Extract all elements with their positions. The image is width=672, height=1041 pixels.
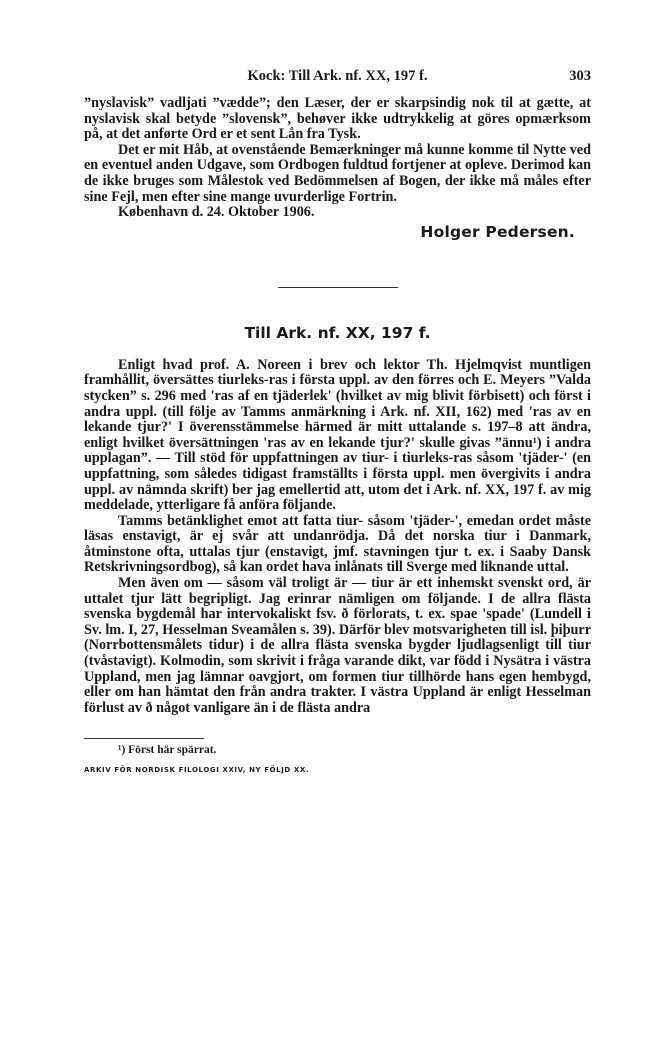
footnote: ¹) Först här spärrat. <box>118 744 217 757</box>
running-head <box>84 68 591 90</box>
section-divider <box>278 287 398 288</box>
running-head-title: Kock: Till Ark. nf. XX, 197 f. <box>247 68 428 84</box>
dateline: København d. 24. Oktober 1906. <box>118 204 315 221</box>
previous-article-paragraph: Det er mit Håb, at ovenstående Bemærkninger må kunne komme til Nytte ved en eventuel anden Udgave, som Ordbogen fuldtud fortjener at opleve. Derimod kan de ikke bruges som Målestok ved Bedömmelsen af Bogen, der ikke må måles efter sine Fejl, men efter sine mange uvurderlige Fortrin. <box>84 141 591 205</box>
journal-imprint: ARKIV FÖR NORDISK FILOLOGI XXIV, NY FÖLJD XX. <box>84 766 310 775</box>
journal-page <box>84 68 591 774</box>
previous-article-paragraph: ”nyslavisk” vadljati ”vædde”; den Læser, der er skarpsindig nok til at gætte, at nyslavisk skal betyde ”slovensk”, behøver ikke udtrykkelig at göres opmærksom på, at det anførte Ord er et sent Lån fra Tysk. <box>84 95 591 143</box>
article-paragraph: Enligt hvad prof. A. Noreen i brev och lektor Th. Hjelmqvist muntligen framhållit, översättes tiurleks-ras i första uppl. av den förres och E. Meyers ”Valda stycken” s. 296 med 'ras af en tjäderlek' (hvilket av mig blivit förbisett) och först i andra uppl. (till följe av Tamms anmärkning i Ark. nf. XII, 162) med 'ras av en lekande tjur?' I överensstämmelse härmed är mitt uttalande s. 197–8 att ändra, enligt hvilket översättningen 'ras av en lekande tjur?' skulle givas ”ännu¹) i andra upplagan”. — Till stöd för uppfattningen av tiur- i tiurleks-ras såsom 'tjäder-' (en uppfattning, som således tidigast framställts i första uppl. men övergivits i andra uppl. av nämnda skrift) ber jag emellertid att, utom det i Ark. nf. XX, 197 f. av mig meddelade, ytterligare få anföra följande. <box>84 356 591 514</box>
article-title: Till Ark. nf. XX, 197 f. <box>244 323 431 342</box>
article-paragraph: Men även om — såsom väl troligt är — tiur är ett inhemskt svenskt ord, är uttalet tjur lätt begripligt. Jag erinrar nämligen om följande. I de allra flästa svenska bygdemål har intervokaliskt fsv. ð förlorats, t. ex. spae 'spade' (Lundell i Sv. lm. I, 27, Hesselman Sveamålen s. 39). Därför blev motsvarigheten till isl. þiþurr (Norrbottensmålets tidur) i de allra flästa svenska bygder ljudlagsenligt till tiur (tvåstavigt). Kolmodin, som skrivit i fråga varande dikt, var född i Nysätra i västra Uppland, men jag lämnar oavgjort, om formen tiur tillhörde hans egen hembygd, eller om han hämtat den från andra trakter. I västra Uppland är enligt Hesselman förlust av ð något vanligare än i de flästa andra <box>84 575 591 716</box>
footnote-divider <box>84 738 204 739</box>
page-number: 303 <box>569 68 591 84</box>
article-paragraph: Tamms betänklighet emot att fatta tiur- såsom 'tjäder-', emedan ordet måste läsas enstavigt, är ej svår att undanrödja. Då det norska tiur i Danmark, åtminstone ofta, uttalas tjur (enstavigt, jmf. stavningen tjur t. ex. i Saaby Dansk Retskrivningsordbog), så kan ordet hava inlånats till Sverge med liknande uttal. <box>84 512 591 576</box>
author-signature: Holger Pedersen. <box>420 222 575 241</box>
